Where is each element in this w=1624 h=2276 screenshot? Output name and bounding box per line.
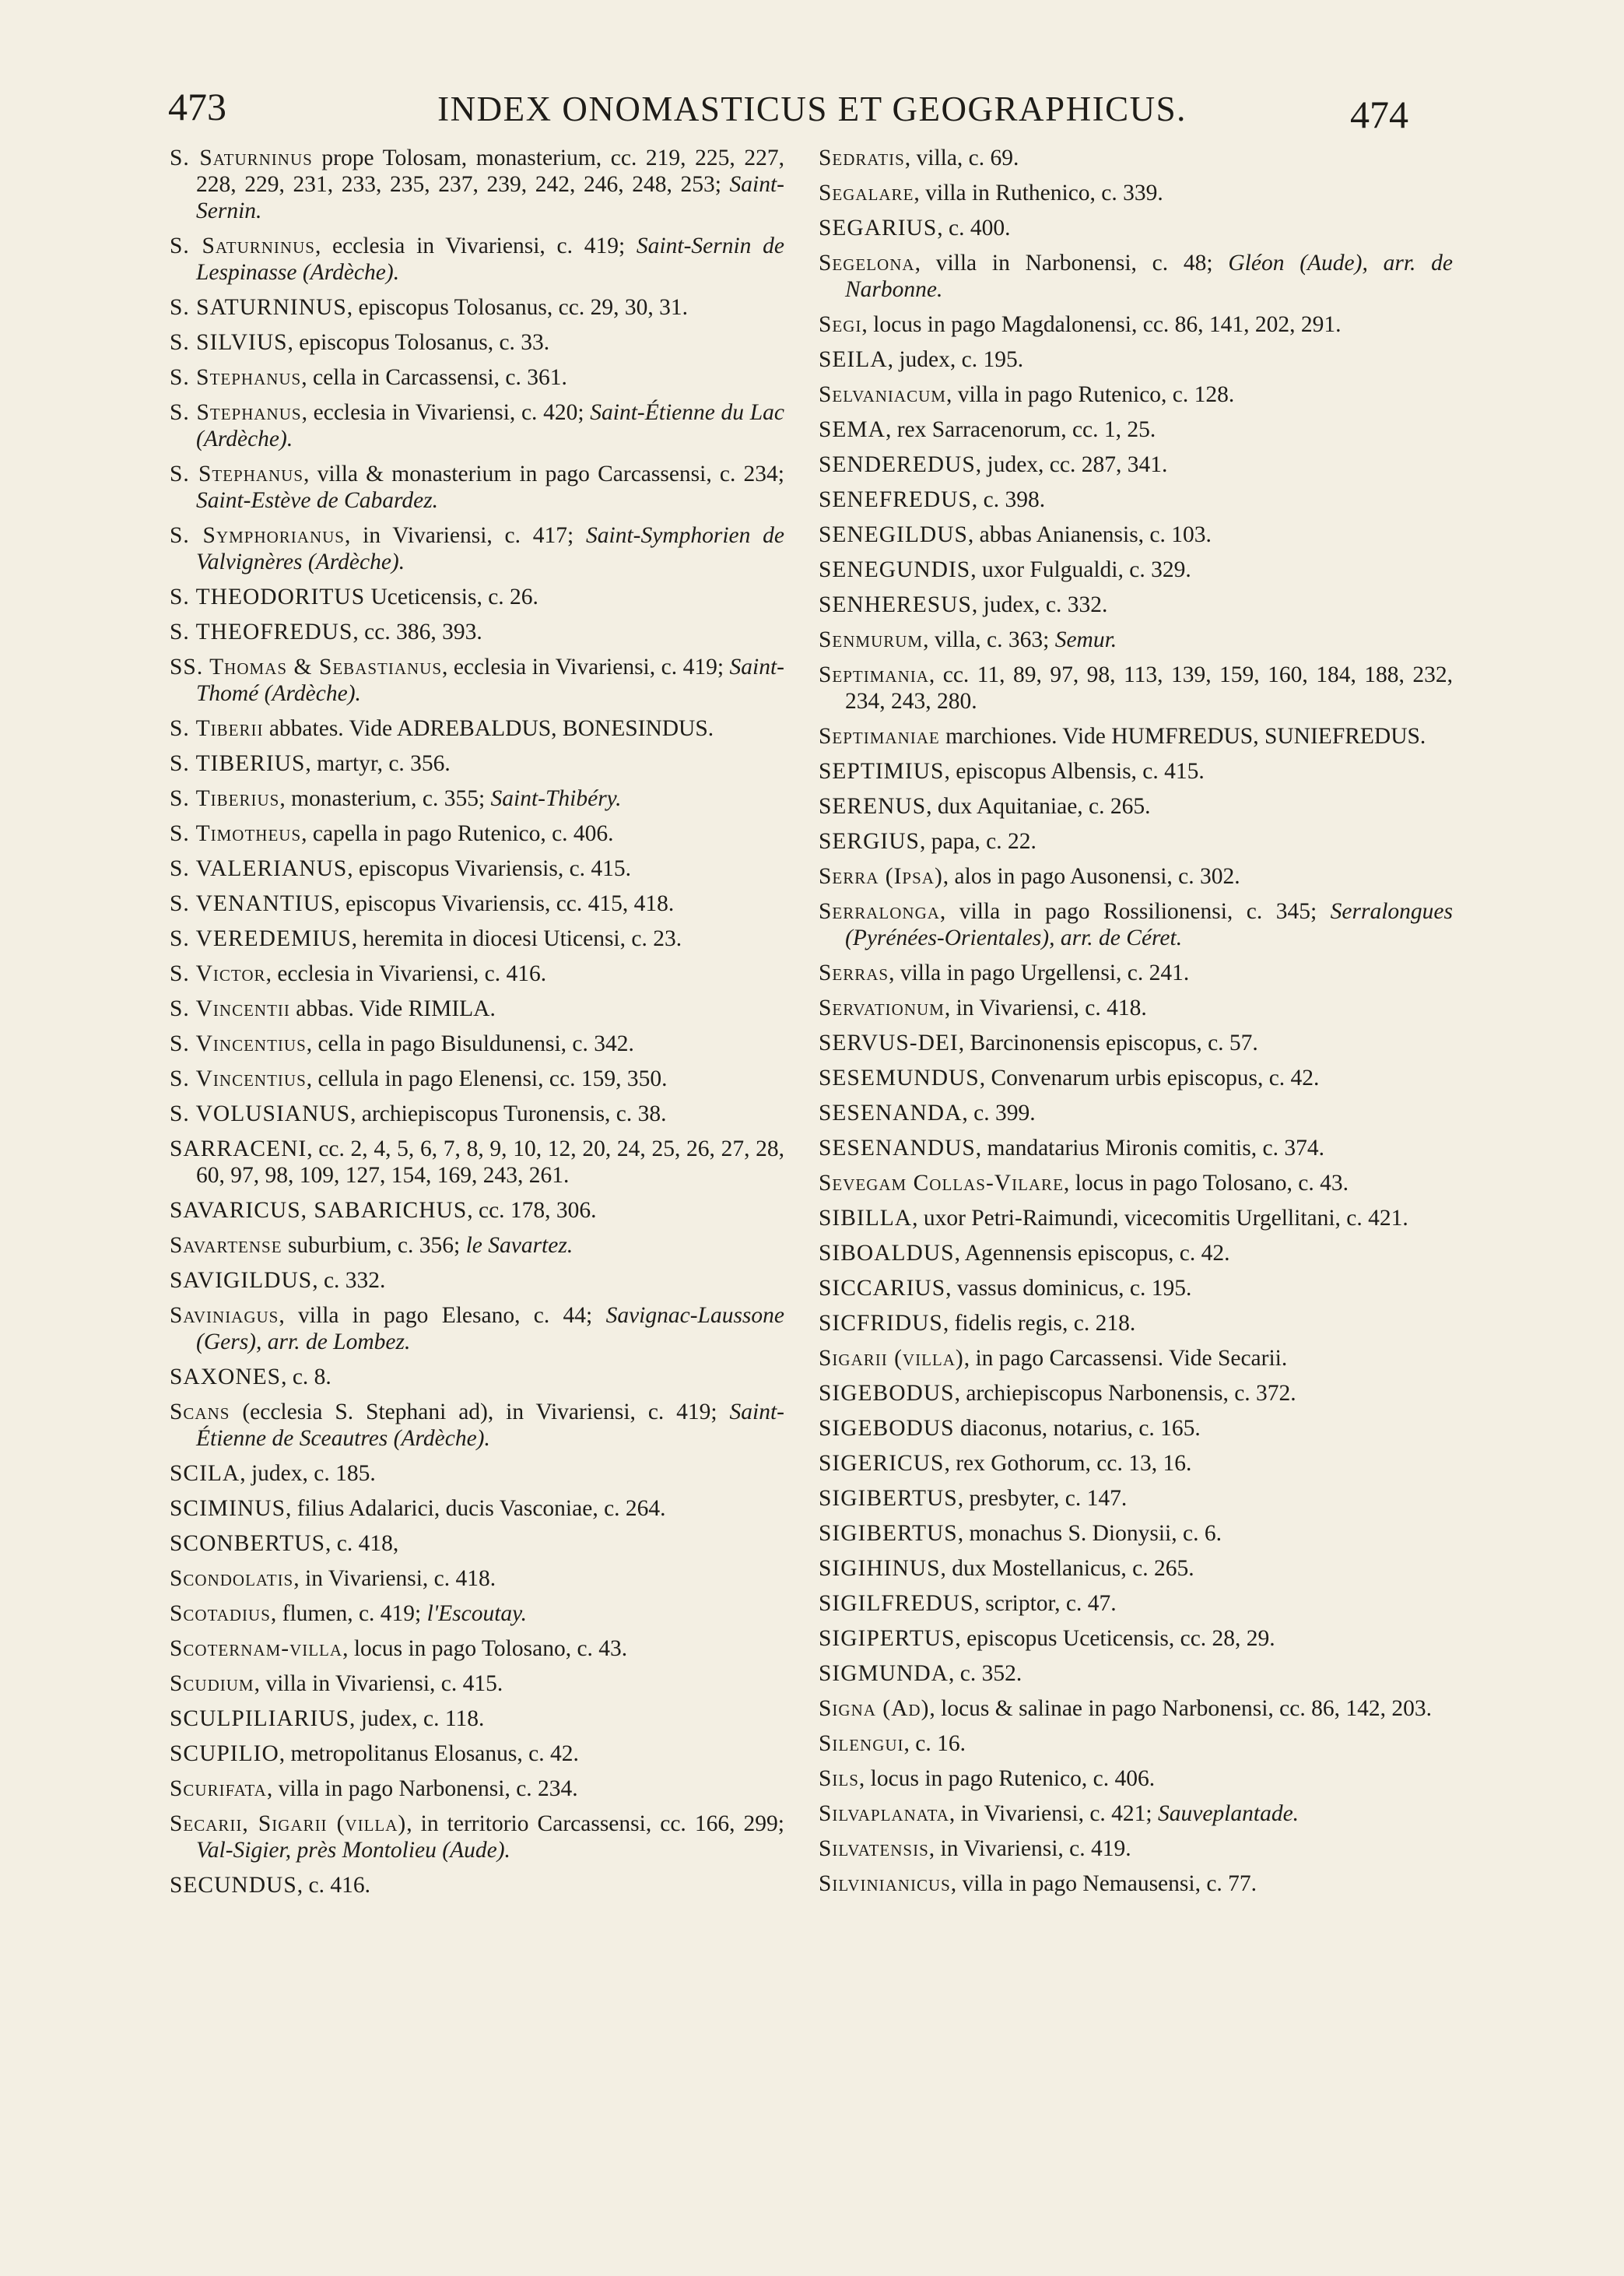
- entry-text: , Barcinonensis episcopus, c. 57.: [958, 1031, 1258, 1055]
- index-entry: [819, 1345, 1453, 1372]
- index-entry: [170, 785, 784, 812]
- entry-text: , judex, c. 195.: [887, 347, 1024, 372]
- entry-headword: S. Vincentius: [170, 1031, 307, 1056]
- entry-text: , villa in Vivariensi, c. 415.: [254, 1671, 503, 1696]
- entry-headword: SIBOALDUS: [819, 1241, 955, 1266]
- entry-text: , judex, c. 332.: [971, 592, 1108, 617]
- entry-text: , c. 332.: [312, 1268, 386, 1293]
- entry-modern-name: l'Escoutay.: [426, 1601, 528, 1626]
- entry-text: , fidelis regis, c. 218.: [942, 1311, 1136, 1336]
- entry-text: , archiepiscopus Turonensis, c. 38.: [350, 1101, 667, 1126]
- index-entry: [819, 793, 1453, 820]
- entry-text: , uxor Petri-Raimundi, vicecomitis Urgellitani, c. 421.: [912, 1206, 1408, 1231]
- entry-text: , heremita in diocesi Uticensi, c. 23.: [351, 926, 682, 951]
- entry-headword: S. Saturninus: [170, 146, 313, 170]
- entry-text: , alos in pago Ausonensi, c. 302.: [942, 864, 1240, 889]
- entry-headword: SEILA: [819, 347, 888, 372]
- index-entry: [819, 1765, 1453, 1792]
- index-entry: [819, 723, 1453, 750]
- index-entry: [819, 522, 1453, 548]
- index-entry: [819, 1135, 1453, 1161]
- index-entry: [170, 1066, 784, 1092]
- entry-headword: S. VENANTIUS: [170, 891, 335, 916]
- index-entry: [170, 1740, 784, 1767]
- entry-text: , monasterium, c. 355;: [279, 786, 491, 811]
- index-entry: [170, 1495, 784, 1522]
- entry-headword: Servationum: [819, 996, 945, 1020]
- entry-text: , locus in pago Tolosano, c. 43.: [1063, 1171, 1349, 1196]
- entry-text: , in Vivariensi, c. 419.: [928, 1836, 1131, 1861]
- entry-headword: S. Timotheus: [170, 821, 302, 846]
- entry-modern-name: Saint-Thomé (Ardèche).: [196, 655, 784, 706]
- entry-text: , locus in pago Magdalonensi, cc. 86, 141, 202, 291.: [861, 312, 1342, 337]
- index-entry: [819, 250, 1453, 303]
- entry-text: , capella in pago Rutenico, c. 406.: [301, 821, 614, 846]
- entry-headword: Segalare: [819, 181, 914, 205]
- entry-headword: S. SATURNINUS: [170, 295, 347, 320]
- index-entry: [170, 329, 784, 356]
- entry-text: , villa in Ruthenico, c. 339.: [914, 181, 1163, 205]
- entry-text: , cella in pago Bisuldunensi, c. 342.: [306, 1031, 634, 1056]
- entry-headword: Scudium: [170, 1671, 254, 1696]
- entry-text: , villa & monasterium in pago Carcassensi, c. 234;: [303, 462, 784, 486]
- index-entry: [819, 145, 1453, 171]
- entry-headword: SIGIPERTUS: [819, 1626, 956, 1651]
- index-entry: [819, 1275, 1453, 1301]
- entry-modern-name: Semur.: [1054, 627, 1117, 652]
- entry-headword: Septimania: [819, 662, 929, 687]
- entry-text: , locus & salinae in pago Narbonensi, cc. 86, 142, 203.: [929, 1696, 1432, 1721]
- index-entry: [170, 1872, 784, 1898]
- entry-headword: SAXONES: [170, 1365, 282, 1389]
- entry-text: , villa in pago Nemausensi, c. 77.: [950, 1871, 1257, 1896]
- entry-modern-name: Saint-Étienne du Lac (Ardèche).: [196, 400, 784, 451]
- entry-text: , c. 418,: [325, 1531, 399, 1556]
- index-entry: [170, 1031, 784, 1057]
- entry-headword: SARRACENI: [170, 1136, 307, 1161]
- entry-modern-name: Val-Sigier, près Montolieu (Aude).: [196, 1838, 510, 1863]
- entry-text: , villa in pago Rutenico, c. 128.: [945, 382, 1235, 407]
- entry-text: , c. 8.: [281, 1365, 331, 1389]
- entry-text: , episcopus Vivariensis, c. 415.: [347, 856, 632, 881]
- entry-headword: SENDEREDUS: [819, 452, 976, 477]
- entry-headword: SIGIBERTUS: [819, 1521, 958, 1546]
- index-entry: [819, 180, 1453, 206]
- index-entry: [170, 996, 784, 1022]
- index-entry: [170, 1530, 784, 1557]
- index-entry: [819, 1800, 1453, 1827]
- index-entry: [819, 592, 1453, 618]
- entry-modern-name: Saint-Thibéry.: [490, 786, 622, 811]
- entry-text: , in territorio Carcassensi, cc. 166, 299;: [406, 1811, 784, 1836]
- entry-headword: S. THEODORITUS: [170, 585, 366, 609]
- entry-headword: S. VEREDEMIUS: [170, 926, 352, 951]
- index-entry: [170, 1232, 784, 1259]
- index-entry: [170, 750, 784, 777]
- index-entry: [170, 1399, 784, 1452]
- entry-headword: SIBILLA: [819, 1206, 913, 1231]
- entry-text: , villa in Narbonensi, c. 48;: [914, 251, 1229, 276]
- entry-text: , vassus dominicus, c. 195.: [945, 1276, 1192, 1301]
- entry-modern-name: Saint-Étienne de Sceautres (Ardèche).: [196, 1400, 784, 1451]
- entry-headword: Serralonga: [819, 899, 940, 924]
- entry-modern-name: Serralongues (Pyrénées-Orientales), arr. de Céret.: [845, 899, 1453, 950]
- entry-headword: Scoternam-villa: [170, 1636, 343, 1661]
- index-entry: [170, 522, 784, 575]
- entry-headword: Sevegam Collas-Vilare: [819, 1171, 1064, 1196]
- entry-text: , judex, c. 118.: [349, 1706, 485, 1731]
- index-entry: [819, 1240, 1453, 1266]
- entry-headword: S. SILVIUS: [170, 330, 288, 355]
- index-entry: [170, 855, 784, 882]
- entry-text: , presbyter, c. 147.: [957, 1486, 1128, 1511]
- index-entry: [170, 961, 784, 987]
- index-entry: [170, 654, 784, 707]
- entry-text: , rex Sarracenorum, cc. 1, 25.: [885, 417, 1156, 442]
- entry-text: , c. 352.: [948, 1661, 1022, 1686]
- index-entry: [819, 1590, 1453, 1617]
- entry-text: , ecclesia in Vivariensi, c. 419;: [314, 234, 637, 258]
- entry-headword: S. Vincentius: [170, 1066, 307, 1091]
- entry-headword: SIGEBODUS: [819, 1416, 955, 1441]
- index-entry: [170, 1635, 784, 1662]
- entry-text: prope Tolosam, monasterium, cc. 219, 225, 227, 228, 229, 231, 233, 235, 237, 239, 242, 246, 248, 253;: [196, 146, 784, 197]
- index-entry: [819, 898, 1453, 951]
- entry-text: , archiepiscopus Narbonensis, c. 372.: [954, 1381, 1296, 1406]
- entry-modern-name: le Savartez.: [465, 1233, 573, 1258]
- entry-text: , cellula in pago Elenensi, cc. 159, 350.: [306, 1066, 668, 1091]
- entry-modern-name: Saint-Sernin de Lespinasse (Ardèche).: [196, 234, 784, 285]
- entry-text: , scriptor, c. 47.: [973, 1591, 1117, 1616]
- entry-headword: Serra (Ipsa): [819, 864, 943, 889]
- entry-text: , judex, c. 185.: [240, 1461, 376, 1486]
- entry-text: , mandatarius Mironis comitis, c. 374.: [975, 1136, 1324, 1161]
- index-entry: [170, 233, 784, 286]
- entry-headword: S. Stephanus: [170, 400, 302, 425]
- entry-text: , c. 398.: [971, 487, 1046, 512]
- entry-text: , in Vivariensi, c. 421;: [949, 1801, 1158, 1826]
- entry-headword: Silengui: [819, 1731, 904, 1756]
- entry-text: , cella in Carcassensi, c. 361.: [301, 365, 567, 390]
- entry-headword: SCULPILIARIUS: [170, 1706, 349, 1731]
- entry-headword: S. THEOFREDUS: [170, 620, 353, 645]
- index-entry: [170, 926, 784, 952]
- entry-headword: Senmurum: [819, 627, 924, 652]
- entry-text: , metropolitanus Elosanus, c. 42.: [279, 1741, 579, 1766]
- index-entry: [819, 1030, 1453, 1056]
- index-entry: [170, 1565, 784, 1592]
- entry-headword: Secarii, Sigarii (villa): [170, 1811, 407, 1836]
- page-header: [0, 78, 1624, 140]
- entry-text: , villa in pago Urgellensi, c. 241.: [889, 961, 1190, 985]
- index-entry: [819, 346, 1453, 373]
- index-entry: [170, 715, 784, 742]
- entry-text: marchiones. Vide HUMFREDUS, SUNIEFREDUS.: [939, 724, 1426, 749]
- entry-headword: Savartense: [170, 1233, 282, 1258]
- index-entry: [170, 1811, 784, 1863]
- index-entry: [819, 1870, 1453, 1897]
- index-entry: [819, 215, 1453, 241]
- entry-modern-name: Saint-Symphorien de Valvignères (Ardèche).: [196, 523, 784, 574]
- entry-headword: SS. Thomas & Sebastianus: [170, 655, 443, 680]
- entry-text: , martyr, c. 356.: [305, 751, 451, 776]
- index-entry: [819, 1695, 1453, 1722]
- entry-headword: S. Stephanus: [170, 462, 304, 486]
- entry-headword: SIGIHINUS: [819, 1556, 941, 1581]
- entry-headword: Sigarii (villa): [819, 1346, 964, 1371]
- index-entry: [170, 1197, 784, 1224]
- entry-modern-name: Sauveplantade.: [1158, 1801, 1300, 1826]
- entry-modern-name: Saint-Sernin.: [196, 172, 784, 223]
- entry-text: abbas. Vide RIMILA.: [289, 996, 496, 1021]
- entry-text: , episcopus Albensis, c. 415.: [944, 759, 1205, 784]
- entry-headword: SERGIUS: [819, 829, 920, 854]
- entry-text: , villa in pago Rossilionensi, c. 345;: [939, 899, 1331, 924]
- entry-text: , flumen, c. 419;: [270, 1601, 427, 1626]
- left-column: [170, 145, 784, 1907]
- entry-headword: SEMA: [819, 417, 886, 442]
- index-entry: [819, 960, 1453, 986]
- page-title: INDEX ONOMASTICUS ET GEOGRAPHICUS.: [437, 90, 1187, 128]
- entry-headword: Silvatensis: [819, 1836, 929, 1861]
- entry-text: , c. 416.: [296, 1873, 370, 1898]
- entry-headword: SCUPILIO: [170, 1741, 279, 1766]
- entry-text: , abbas Anianensis, c. 103.: [967, 522, 1212, 547]
- entry-text: , judex, cc. 287, 341.: [975, 452, 1168, 477]
- index-entry: [170, 619, 784, 645]
- entry-text: diaconus, notarius, c. 165.: [954, 1416, 1201, 1441]
- entry-headword: SENEGUNDIS: [819, 557, 971, 582]
- entry-text: , Convenarum urbis episcopus, c. 42.: [979, 1066, 1320, 1091]
- index-entry: [170, 294, 784, 321]
- entry-text: , in Vivariensi, c. 418.: [944, 996, 1147, 1020]
- index-entry: [170, 399, 784, 452]
- entry-text: , episcopus Tolosanus, cc. 29, 30, 31.: [346, 295, 688, 320]
- entry-headword: Silvinianicus: [819, 1871, 951, 1896]
- index-entry: [170, 1600, 784, 1627]
- entry-text: , villa in pago Narbonensi, c. 234.: [266, 1776, 578, 1801]
- entry-text: , in pago Carcassensi. Vide Secarii.: [963, 1346, 1288, 1371]
- entry-headword: SCONBERTUS: [170, 1531, 326, 1556]
- index-entry: [819, 451, 1453, 478]
- index-entry: [819, 1520, 1453, 1547]
- entry-headword: SECUNDUS: [170, 1873, 297, 1898]
- entry-text: , cc. 11, 89, 97, 98, 113, 139, 159, 160, 184, 188, 232, 234, 243, 280.: [845, 662, 1453, 714]
- entry-headword: S. Vincentii: [170, 996, 290, 1021]
- entry-headword: Septimaniae: [819, 724, 940, 749]
- index-entry: [819, 758, 1453, 785]
- index-entry: [170, 1775, 784, 1802]
- entry-headword: Sedratis: [819, 146, 905, 170]
- index-entry: [170, 1302, 784, 1355]
- index-entry: [819, 1100, 1453, 1126]
- entry-headword: SIGIBERTUS: [819, 1486, 958, 1511]
- entry-headword: S. TIBERIUS: [170, 751, 306, 776]
- entry-modern-name: Gléon (Aude), arr. de Narbonne.: [845, 251, 1453, 302]
- index-entry: [819, 1380, 1453, 1407]
- entry-headword: S. Tiberii: [170, 716, 264, 741]
- entry-text: , cc. 178, 306.: [467, 1198, 597, 1223]
- entry-text: , episcopus Tolosanus, c. 33.: [287, 330, 550, 355]
- index-entry: [170, 364, 784, 391]
- index-entry: [170, 1267, 784, 1294]
- entry-headword: S. Victor: [170, 961, 266, 986]
- entry-text: , cc. 2, 4, 5, 6, 7, 8, 9, 10, 12, 20, 24, 25, 26, 27, 28, 60, 97, 98, 109, 127, 154, 169, 243, 261.: [196, 1136, 784, 1188]
- entry-text: , c. 399.: [962, 1101, 1036, 1126]
- index-entry: [819, 557, 1453, 583]
- entry-headword: SERVUS-DEI: [819, 1031, 959, 1055]
- index-entry: [819, 311, 1453, 338]
- entry-headword: Scondolatis: [170, 1566, 294, 1591]
- index-entry: [170, 1101, 784, 1127]
- index-entry: [819, 1205, 1453, 1231]
- entry-text: suburbium, c. 356;: [282, 1233, 466, 1258]
- entry-headword: SESEMUNDUS: [819, 1066, 980, 1091]
- entry-text: , ecclesia in Vivariensi, c. 420;: [301, 400, 591, 425]
- entry-headword: Silvaplanata: [819, 1801, 949, 1826]
- left-page-number: 473: [168, 85, 226, 128]
- entry-text: , dux Aquitaniae, c. 265.: [926, 794, 1151, 819]
- index-entry: [170, 890, 784, 917]
- entry-text: , ecclesia in Vivariensi, c. 419;: [442, 655, 730, 680]
- entry-headword: SIGERICUS: [819, 1451, 945, 1476]
- entry-headword: SESENANDUS: [819, 1136, 976, 1161]
- entry-text: , papa, c. 22.: [919, 829, 1036, 854]
- entry-text: , locus in pago Rutenico, c. 406.: [858, 1766, 1156, 1791]
- entry-text: , Agennensis episcopus, c. 42.: [954, 1241, 1230, 1266]
- entry-modern-name: Saint-Estève de Cabardez.: [196, 488, 439, 513]
- entry-headword: SICCARIUS: [819, 1276, 946, 1301]
- entry-text: , villa, c. 363;: [923, 627, 1055, 652]
- entry-headword: S. Saturninus: [170, 234, 315, 258]
- entry-text: , in Vivariensi, c. 418.: [293, 1566, 496, 1591]
- entry-headword: Serras: [819, 961, 889, 985]
- index-entry: [170, 1670, 784, 1697]
- index-entry: [819, 1730, 1453, 1757]
- entry-headword: S. VALERIANUS: [170, 856, 348, 881]
- entry-headword: Segi: [819, 312, 862, 337]
- entry-headword: S. Tiberius: [170, 786, 280, 811]
- entry-text: , uxor Fulgualdi, c. 329.: [970, 557, 1191, 582]
- entry-headword: SAVARICUS, SABARICHUS: [170, 1198, 468, 1223]
- entry-text: , villa in pago Elesano, c. 44;: [279, 1303, 606, 1328]
- entry-headword: SENEFREDUS: [819, 487, 972, 512]
- index-entry: [170, 1460, 784, 1487]
- entry-text: , ecclesia in Vivariensi, c. 416.: [265, 961, 547, 986]
- entry-headword: SICFRIDUS: [819, 1311, 943, 1336]
- entry-headword: Scurifata: [170, 1776, 267, 1801]
- index-entry: [819, 1835, 1453, 1862]
- entry-headword: SCILA: [170, 1461, 240, 1486]
- entry-text: , c. 16.: [903, 1731, 966, 1756]
- index-entry: [170, 145, 784, 224]
- index-entry: [819, 1485, 1453, 1512]
- right-column: [819, 145, 1453, 1905]
- entry-text: , episcopus Uceticensis, cc. 28, 29.: [955, 1626, 1275, 1651]
- entry-text: , cc. 386, 393.: [353, 620, 482, 645]
- index-entry: [170, 820, 784, 847]
- index-entry: [170, 584, 784, 610]
- index-entry: [819, 416, 1453, 443]
- index-entry: [819, 486, 1453, 513]
- entry-text: Uceticensis, c. 26.: [365, 585, 538, 609]
- entry-text: abbates. Vide ADREBALDUS, BONESINDUS.: [263, 716, 714, 741]
- entry-text: , locus in pago Tolosano, c. 43.: [342, 1636, 628, 1661]
- right-page-number: 474: [1350, 93, 1408, 136]
- entry-headword: SEPTIMIUS: [819, 759, 945, 784]
- entry-headword: SCIMINUS: [170, 1496, 286, 1521]
- index-entry: [819, 1625, 1453, 1652]
- entry-headword: SEGARIUS: [819, 216, 938, 241]
- index-entry: [819, 1555, 1453, 1582]
- entry-headword: Scotadius: [170, 1601, 271, 1626]
- entry-text: , filius Adalarici, ducis Vasconiae, c. 264.: [285, 1496, 666, 1521]
- index-entry: [819, 1310, 1453, 1336]
- entry-headword: S. Symphorianus: [170, 523, 345, 548]
- index-entry: [170, 1364, 784, 1390]
- entry-headword: SENEGILDUS: [819, 522, 968, 547]
- entry-headword: Selvaniacum: [819, 382, 946, 407]
- entry-headword: SIGEBODUS: [819, 1381, 955, 1406]
- index-entry: [819, 1450, 1453, 1477]
- entry-headword: SAVIGILDUS: [170, 1268, 313, 1293]
- index-entry: [819, 381, 1453, 408]
- index-entry: [170, 461, 784, 514]
- entry-headword: SIGMUNDA: [819, 1661, 949, 1686]
- index-entry: [819, 1415, 1453, 1442]
- entry-headword: SIGILFREDUS: [819, 1591, 974, 1616]
- entry-text: (ecclesia S. Stephani ad), in Vivariensi, c. 419;: [230, 1400, 730, 1424]
- entry-headword: S. Stephanus: [170, 365, 302, 390]
- entry-text: , c. 400.: [937, 216, 1011, 241]
- entry-headword: SERENUS: [819, 794, 927, 819]
- entry-headword: Saviniagus: [170, 1303, 279, 1328]
- entry-headword: S. VOLUSIANUS: [170, 1101, 351, 1126]
- index-entry: [819, 863, 1453, 890]
- index-entry: [819, 662, 1453, 715]
- index-entry: [170, 1136, 784, 1189]
- entry-headword: Scans: [170, 1400, 230, 1424]
- index-entry: [819, 1170, 1453, 1196]
- entry-text: , rex Gothorum, cc. 13, 16.: [944, 1451, 1192, 1476]
- entry-modern-name: Savignac-Laussone (Gers), arr. de Lombez.: [196, 1303, 784, 1354]
- entry-headword: SENHERESUS: [819, 592, 972, 617]
- index-entry: [819, 995, 1453, 1021]
- index-entry: [819, 627, 1453, 653]
- entry-headword: SESENANDA: [819, 1101, 963, 1126]
- entry-headword: Sils: [819, 1766, 859, 1791]
- entry-headword: Segelona: [819, 251, 915, 276]
- entry-text: , monachus S. Dionysii, c. 6.: [957, 1521, 1222, 1546]
- entry-text: , villa, c. 69.: [904, 146, 1019, 170]
- index-entry: [819, 828, 1453, 855]
- entry-text: , dux Mostellanicus, c. 265.: [940, 1556, 1194, 1581]
- index-entry: [170, 1705, 784, 1732]
- entry-headword: Signa (Ad): [819, 1696, 930, 1721]
- index-entry: [819, 1065, 1453, 1091]
- entry-text: , episcopus Vivariensis, cc. 415, 418.: [334, 891, 675, 916]
- index-entry: [819, 1660, 1453, 1687]
- entry-text: , in Vivariensi, c. 417;: [344, 523, 586, 548]
